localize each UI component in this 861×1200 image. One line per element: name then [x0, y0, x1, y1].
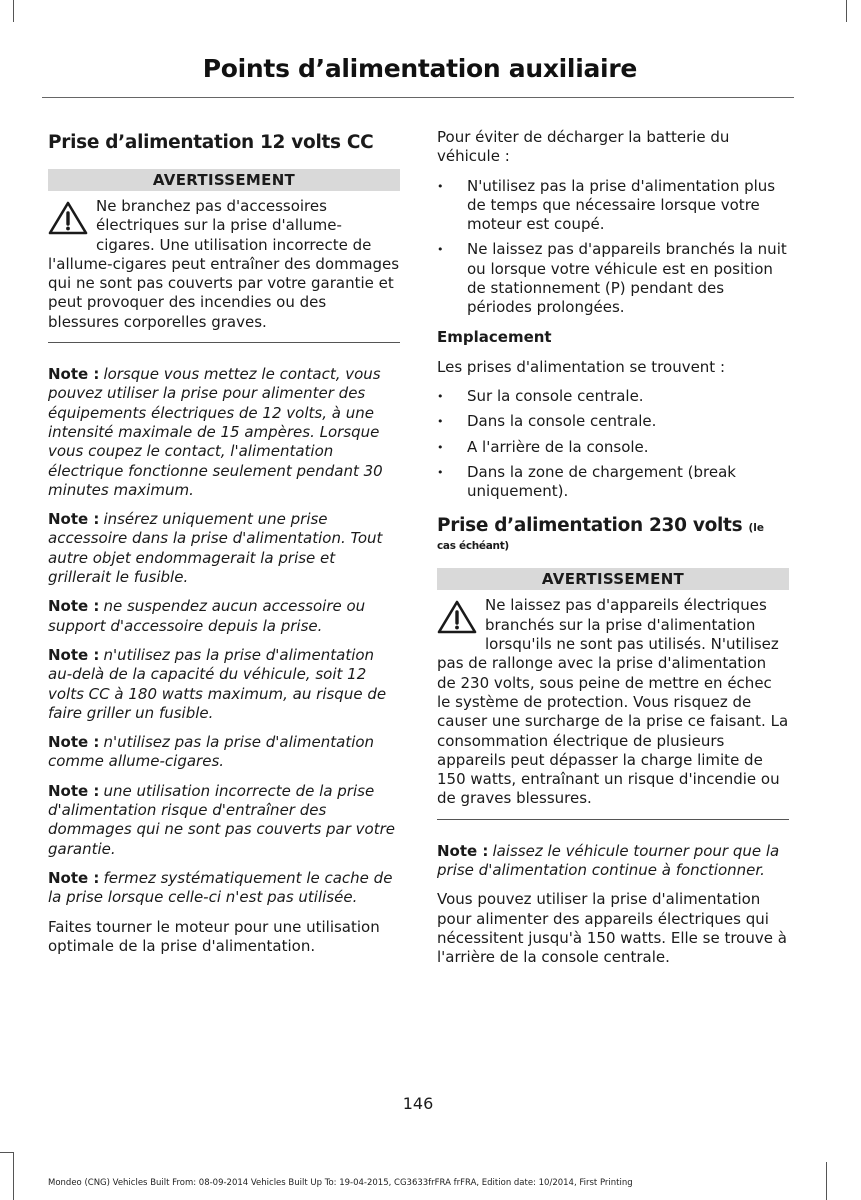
crop-mark	[0, 1152, 13, 1153]
list-item: • N'utilisez pas la prise d'alimentation plus de temps que nécessaire lorsque votre moteur est coupé.	[437, 177, 789, 235]
warning-box	[48, 197, 400, 332]
note-label: Note :	[48, 365, 100, 384]
footer-text: Mondeo (CNG) Vehicles Built From: 08-09-2014 Vehicles Built Up To: 19-04-2015, CG3633frFRA frFRA, Edition date: 10/2014, First Printing	[48, 1178, 633, 1188]
note	[48, 646, 400, 723]
list-item: • Dans la console centrale.	[437, 412, 789, 431]
list-item: • A l'arrière de la console.	[437, 438, 789, 457]
warning-divider	[437, 819, 789, 820]
warning-triangle-icon	[48, 201, 88, 235]
note	[48, 597, 400, 636]
warning-label: AVERTISSEMENT	[48, 169, 400, 191]
warning-triangle-icon	[437, 600, 477, 634]
warning-label: AVERTISSEMENT	[437, 568, 789, 590]
page-number: 146	[402, 1094, 434, 1113]
section-heading-230v-note: (le	[748, 522, 764, 535]
location-heading: Emplacement	[437, 327, 552, 346]
warning-divider	[48, 342, 400, 343]
closing-paragraph: Faites tourner le moteur pour une utilisation optimale de la prise d'alimentation.	[48, 917, 380, 955]
note	[48, 782, 400, 859]
warning-text: Ne laissez pas d'appareils électriques branchés sur la prise d'alimentation lorsqu'ils ne sont pas utilisés. N'utilisez pas de rallonge avec la prise d'alimentation de 230 volts, sous peine de mettre en échec le système de protection. Vous risquez de causer une surcharge de la prise ce faisant. La consommation électrique de plusieurs appareils peut dépasser la charge limite de 150 watts, entraînant un risque d'incendie ou de graves blessures.	[437, 596, 789, 808]
section-heading-12v: Prise d’alimentation 12 volts CC	[48, 132, 374, 153]
note-text: une utilisation incorrecte de la prise d'alimentation risque d'entraîner des dommages qui ne sont pas couverts par votre garantie.	[48, 781, 396, 858]
note	[48, 733, 400, 772]
note-text: n'utilisez pas la prise d'alimentation au-delà de la capacité du véhicule, soit 12 volts CC à 180 watts maximum, au risque de faire griller un fusible.	[48, 645, 387, 722]
note-text: n'utilisez pas la prise d'alimentation comme allume-cigares.	[48, 733, 375, 771]
note-text: ne suspendez aucun accessoire ou support d'accessoire depuis la prise.	[48, 597, 366, 635]
crop-mark	[846, 0, 847, 22]
list-item: • Ne laissez pas d'appareils branchés la nuit ou lorsque votre véhicule est en position de stationnement (P) pendant des périodes prolongées.	[437, 240, 789, 317]
left-column	[48, 128, 400, 966]
note-label: Note :	[48, 645, 100, 664]
note	[437, 842, 789, 881]
crop-mark	[826, 1162, 827, 1200]
note-text: lorsque vous mettez le contact, vous pouvez utiliser la prise pour alimenter des équipements électriques de 12 volts, à une intensité maximale de 15 ampères. Lorsque vous coupez le contact, l'alimentation électrique fonctionne seulement pendant 30 minutes maximum.	[48, 365, 383, 499]
intro-paragraph: Pour éviter de décharger la batterie du véhicule :	[437, 128, 730, 166]
note	[48, 869, 400, 908]
page-title: Points d’alimentation auxiliaire	[202, 54, 637, 83]
note-label: Note :	[48, 868, 100, 887]
section-heading-230v-main: Prise d’alimentation 230 volts	[437, 515, 743, 537]
right-column	[437, 128, 789, 978]
note-label: Note :	[437, 841, 489, 860]
note-text: fermez systématiquement le cache de la prise lorsque celle-ci n'est pas utilisée.	[48, 868, 393, 907]
closing-paragraph: Vous pouvez utiliser la prise d'alimentation pour alimenter des appareils électriques qui nécessitent jusqu'à 150 watts. Elle se trouve à l'arrière de la console centrale.	[437, 890, 787, 967]
crop-mark	[13, 1152, 14, 1200]
note-label: Note :	[48, 733, 100, 752]
location-intro: Les prises d'alimentation se trouvent :	[437, 357, 726, 376]
note-label: Note :	[48, 597, 100, 616]
warning-box	[437, 596, 789, 808]
title-divider	[42, 97, 794, 98]
battery-tips-list	[437, 177, 789, 318]
list-item: • Dans la zone de chargement (break uniquement).	[437, 463, 789, 502]
note	[48, 510, 400, 587]
note-text: laissez le véhicule tourner pour que la prise d'alimentation continue à fonctionner.	[437, 841, 780, 880]
location-list	[437, 387, 789, 501]
note-label: Note :	[48, 510, 100, 529]
section-heading-230v	[437, 515, 789, 552]
note-label: Note :	[48, 781, 100, 800]
note	[48, 365, 400, 500]
note-text: insérez uniquement une prise accessoire dans la prise d'alimentation. Tout autre objet endommagerait la prise et grillerait le fusible.	[48, 510, 383, 587]
list-item: • Sur la console centrale.	[437, 387, 789, 406]
warning-text: Ne branchez pas d'accessoires électriques sur la prise d'allume-cigares. Une utilisation incorrecte de l'allume-cigares peut entraîner des dommages qui ne sont pas couverts par votre garantie et peut provoquer des incendies ou des blessures corporelles graves.	[48, 197, 400, 331]
section-heading-230v-note-cont: cas échéant)	[437, 540, 509, 553]
crop-mark	[13, 0, 14, 22]
